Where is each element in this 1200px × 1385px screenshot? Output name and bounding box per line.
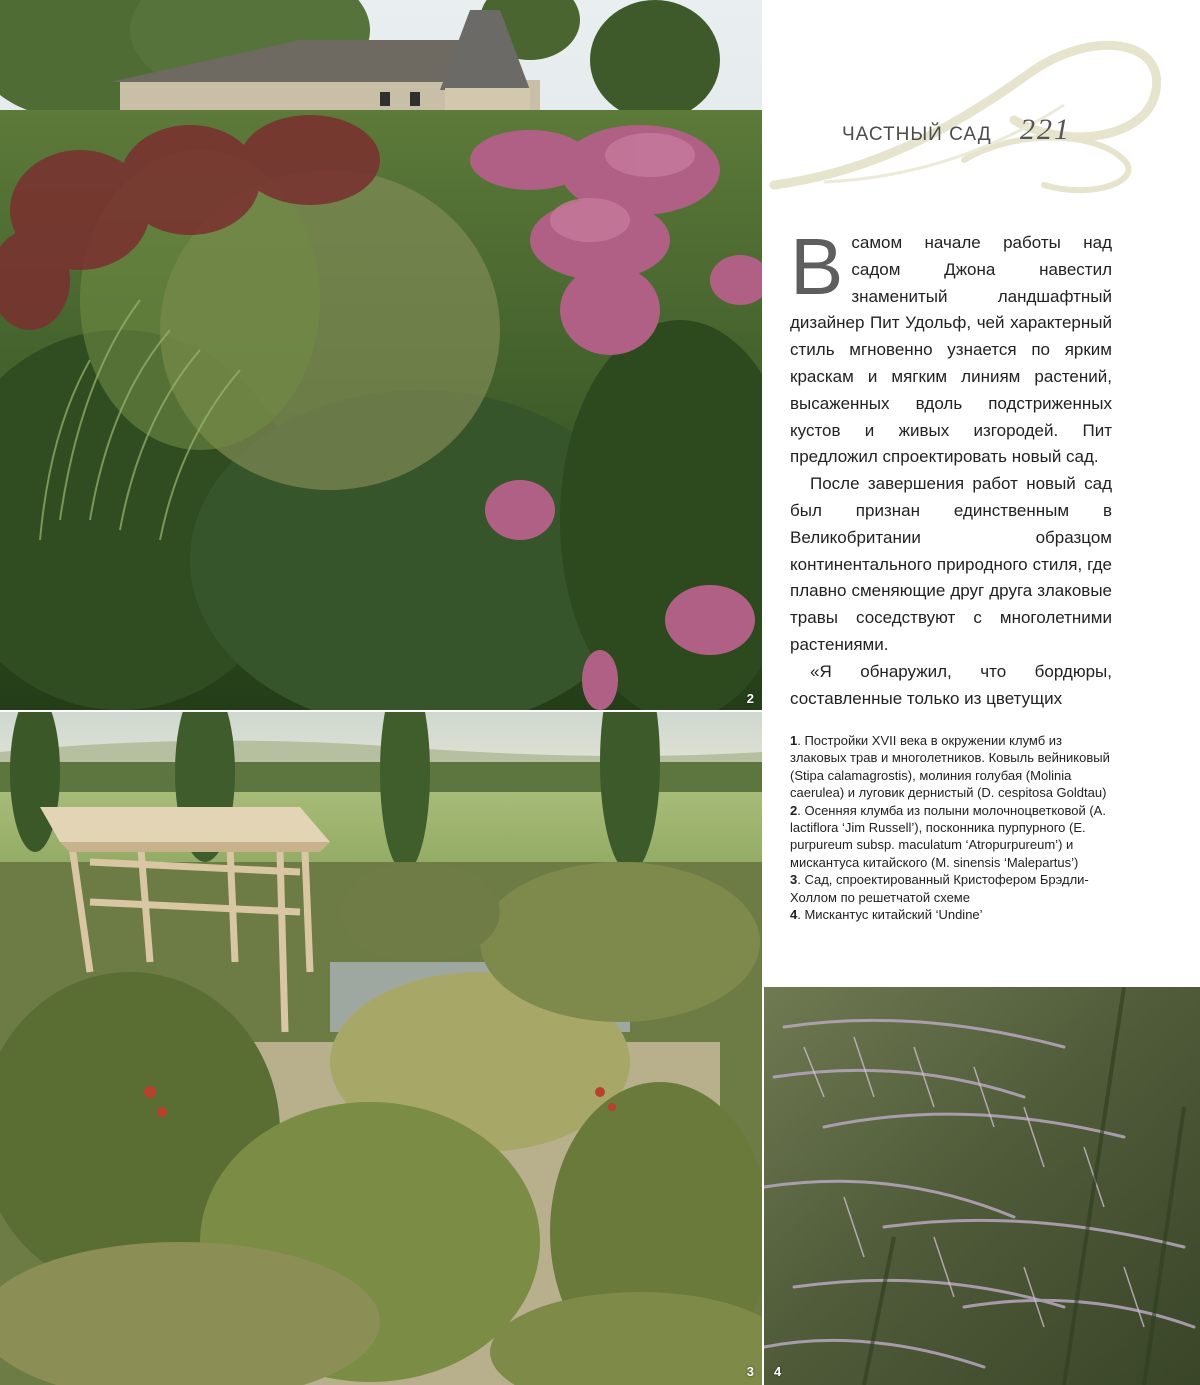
page-number: 221 [1020, 113, 1071, 146]
photo-number: 2 [746, 691, 754, 706]
photo-border-eupatorium [0, 0, 762, 710]
caption-number: 3 [790, 872, 798, 888]
caption-number: 1 [790, 733, 798, 748]
photo-number: 4 [774, 1364, 782, 1379]
photo-captions [790, 732, 1120, 923]
caption-2 [790, 802, 1120, 872]
article-text [790, 230, 1112, 710]
caption-text: . Осенняя клумба из полыни молочноцветковой (A. lactiflora ‘Jim Russell’), посконника пурпурного (E. purpureum subsp. maculatum ‘Atropurpureum’) и мискантуса китайского (M. sinensis ‘Malepartus’) [790, 802, 1106, 870]
paragraph: После завершения работ новый сад был признан единственным в Великобритании образцом континентального природного стиля, где плавно сменяющие друг друга злаковые травы соседствуют с многолетними растениями. [790, 474, 1112, 654]
caption-number: 4 [790, 907, 798, 923]
caption-text: . Сад, спроектированный Кристофером Брэдли-Холлом по решетчатой схеме [790, 872, 1089, 905]
caption-text: . Постройки XVII века в окружении клумб из злаковых трав и многолетников. Ковыль вейниковый (Stipa calamagrostis), молиния голубая (Molinia caerulea) и луговик дернистый (D. cespitosa Goldtau) [790, 733, 1110, 801]
photo-grid-garden [0, 712, 762, 1385]
photo-number: 3 [746, 1364, 754, 1379]
photo-miscanthus [764, 987, 1200, 1385]
paragraph-text: самом начале работы над садом Джона навестил знаменитый ландшафтный дизайнер Пит Удольф, чей характерный стиль мгновенно узнается по ярким краскам и мягким линиям растений, высаженных вдоль подстриженных кустов и живых изгородей. Пит предложил спроектировать новый сад. [790, 233, 1112, 467]
paragraph: «Я обнаружил, что бордюры, составленные только из цветущих [790, 661, 1112, 708]
caption-text: . Мискантус китайский ‘Undine’ [797, 907, 983, 923]
paragraph [790, 230, 1112, 471]
decorative-swirl [764, 0, 1200, 215]
section-title: ЧАСТНЫЙ САД [842, 124, 992, 145]
caption-number: 2 [790, 802, 798, 818]
drop-cap: В [790, 230, 844, 311]
caption-1 [790, 732, 1120, 802]
caption-4 [790, 906, 1120, 923]
caption-3 [790, 871, 1120, 906]
